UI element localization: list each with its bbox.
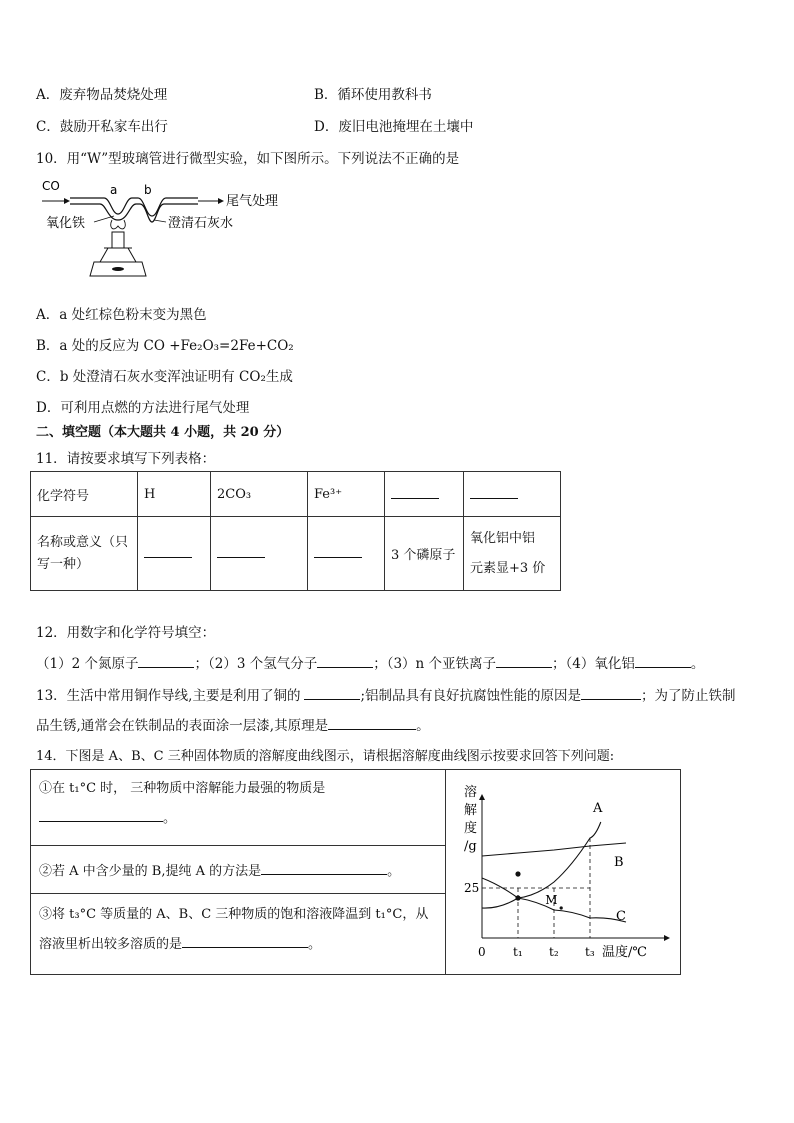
q9-option-c: C．鼓励开私家车出行 [36, 119, 168, 135]
answer-blank[interactable] [391, 486, 439, 499]
w-tube-apparatus-diagram [38, 176, 288, 291]
row-label-line-2: 写一种） [37, 556, 90, 572]
q11-table [30, 471, 561, 591]
end-mark: 。 [387, 863, 401, 879]
end-mark: 。 [416, 718, 430, 734]
iron-oxide-label: 氧化铁 [46, 216, 86, 231]
q14-item-1: ①在 t₁°C 时， 三种物质中溶解能力最强的物质是 [39, 781, 326, 796]
answer-blank[interactable] [496, 655, 552, 668]
table-cell [464, 517, 561, 591]
separator: ； [552, 656, 566, 672]
table-cell [138, 517, 211, 591]
table-cell [31, 845, 446, 894]
q14-item-1-answer [39, 804, 437, 834]
q9-option-a: A．废弃物品焚烧处理 [36, 87, 168, 103]
q13-text: ；为了防止铁制 [641, 688, 736, 704]
q12-stem: 12．用数字和化学符号填空： [36, 625, 216, 641]
origin-label: 0 [478, 945, 486, 959]
data-point [515, 871, 520, 876]
x-axis-label: 温度/℃ [602, 945, 647, 960]
series-label-b: B [614, 855, 624, 870]
table-cell [31, 517, 138, 591]
series-label-a: A [593, 801, 603, 816]
answer-blank[interactable] [217, 545, 265, 558]
answer-blank[interactable] [261, 862, 387, 875]
flame-icon [111, 220, 126, 229]
point-m-label: M [545, 893, 558, 907]
x-tick-label: t₂ [549, 945, 559, 959]
q11-stem: 11．请按要求填写下列表格： [36, 451, 216, 467]
answer-blank[interactable] [581, 687, 641, 700]
q13-text: 13．生活中常用铜作导线,主要是利用了铜的 [36, 688, 301, 704]
table-cell: Fe³⁺ [308, 472, 385, 517]
solubility-curve-chart [446, 770, 680, 970]
table-cell [31, 894, 446, 975]
table-cell: 2CO₃ [211, 472, 308, 517]
q14-item-3-cont [39, 930, 437, 960]
cell-line-2: 元素显+3 价 [470, 560, 546, 576]
series-b-line [482, 843, 626, 856]
end-mark: 。 [690, 656, 705, 672]
q10-option-d: D．可利用点燃的方法进行尾气处理 [36, 400, 250, 416]
q12-line [36, 652, 704, 672]
x-tick-label: t₃ [585, 945, 595, 959]
table-cell [211, 517, 308, 591]
y-axis-label: 度 [464, 821, 478, 836]
answer-blank[interactable] [328, 717, 416, 730]
y-axis-label: /g [464, 839, 477, 854]
series-a-line [482, 822, 601, 908]
table-cell [385, 472, 464, 517]
end-mark: 。 [163, 811, 177, 826]
table-cell: 3 个磷原子 [385, 517, 464, 591]
separator: ； [373, 656, 387, 672]
table-row [31, 770, 681, 846]
answer-blank[interactable] [39, 809, 163, 822]
alcohol-lamp-wick [112, 232, 124, 248]
x-tick-label: t₁ [513, 945, 523, 959]
co-label: CO [42, 179, 60, 193]
q12-part-4: （4）氧化铝 [565, 656, 635, 672]
q13-line-2 [36, 714, 430, 734]
table-row [31, 517, 561, 591]
q14-item-3: ③将 t₃°C 等质量的 A、B、C 三种物质的饱和溶液降温到 t₁°C，从 [39, 907, 429, 923]
q14-item-2: ②若 A 中含少量的 B,提纯 A 的方法是 [39, 863, 262, 879]
table-cell [308, 517, 385, 591]
q14-text: 溶液里析出较多溶质的是 [39, 937, 183, 953]
answer-blank[interactable] [317, 655, 373, 668]
exhaust-label: 尾气处理 [226, 194, 279, 209]
series-label-c: C [616, 909, 626, 924]
q12-part-3: （3）n 个亚铁离子 [386, 656, 497, 672]
table-cell: H [138, 472, 211, 517]
point-m [560, 906, 563, 909]
q9-option-b: B．循环使用教科书 [314, 87, 432, 103]
cell-line-1: 氧化铝中铝 [470, 530, 536, 546]
q12-part-2: （2）3 个氢气分子 [207, 656, 318, 672]
answer-blank[interactable] [470, 486, 518, 499]
w-tube [70, 198, 198, 216]
answer-blank[interactable] [635, 655, 691, 668]
table-row [31, 472, 561, 517]
y-axis-label: 解 [464, 803, 478, 818]
answer-blank[interactable] [304, 687, 360, 700]
x-axis-arrow [664, 935, 670, 941]
section-2-title: 二、填空题（本大题共 4 小题，共 20 分） [36, 425, 290, 440]
q13-line-1 [36, 684, 736, 704]
q14-stem: 14．下图是 A、B、C 三种固体物质的溶解度曲线图示，请根据溶解度曲线图示按要求回答下列问题: [36, 749, 615, 764]
limewater-label: 澄清石灰水 [168, 216, 234, 231]
q14-table [30, 769, 681, 975]
q10-option-c: C．b 处澄清石灰水变浑浊证明有 CO₂生成 [36, 369, 293, 385]
q10-stem: 10．用“W”型玻璃管进行微型实验，如下图所示。下列说法不正确的是 [36, 151, 460, 167]
q12-part-1: （1）2 个氮原子 [36, 656, 139, 672]
table-cell [464, 472, 561, 517]
answer-blank[interactable] [314, 545, 362, 558]
end-mark: 。 [308, 937, 322, 953]
answer-blank[interactable] [144, 545, 192, 558]
data-point [515, 895, 520, 900]
table-cell [31, 770, 446, 846]
y-tick-label: 25 [464, 881, 480, 895]
q9-option-d: D．废旧电池掩埋在土壤中 [314, 119, 474, 135]
row-label-line-1: 名称或意义（只 [37, 534, 129, 550]
separator: ； [194, 656, 208, 672]
q13-text: 品生锈,通常会在铁制品的表面涂一层漆,其原理是 [36, 718, 329, 734]
q10-option-b: B．a 处的反应为 CO +Fe₂O₃=2Fe+CO₂ [36, 338, 294, 354]
answer-blank[interactable] [138, 655, 194, 668]
answer-blank[interactable] [182, 935, 308, 948]
solubility-chart-cell [446, 770, 681, 975]
label-b: b [144, 183, 152, 197]
q13-text: ;铝制品具有良好抗腐蚀性能的原因是 [360, 688, 582, 704]
table-cell: 化学符号 [31, 472, 138, 517]
label-a: a [110, 183, 118, 197]
y-axis-label: 溶 [464, 785, 478, 800]
q10-option-a: A．a 处红棕色粉末变为黑色 [36, 307, 207, 323]
y-axis-arrow [479, 794, 485, 800]
